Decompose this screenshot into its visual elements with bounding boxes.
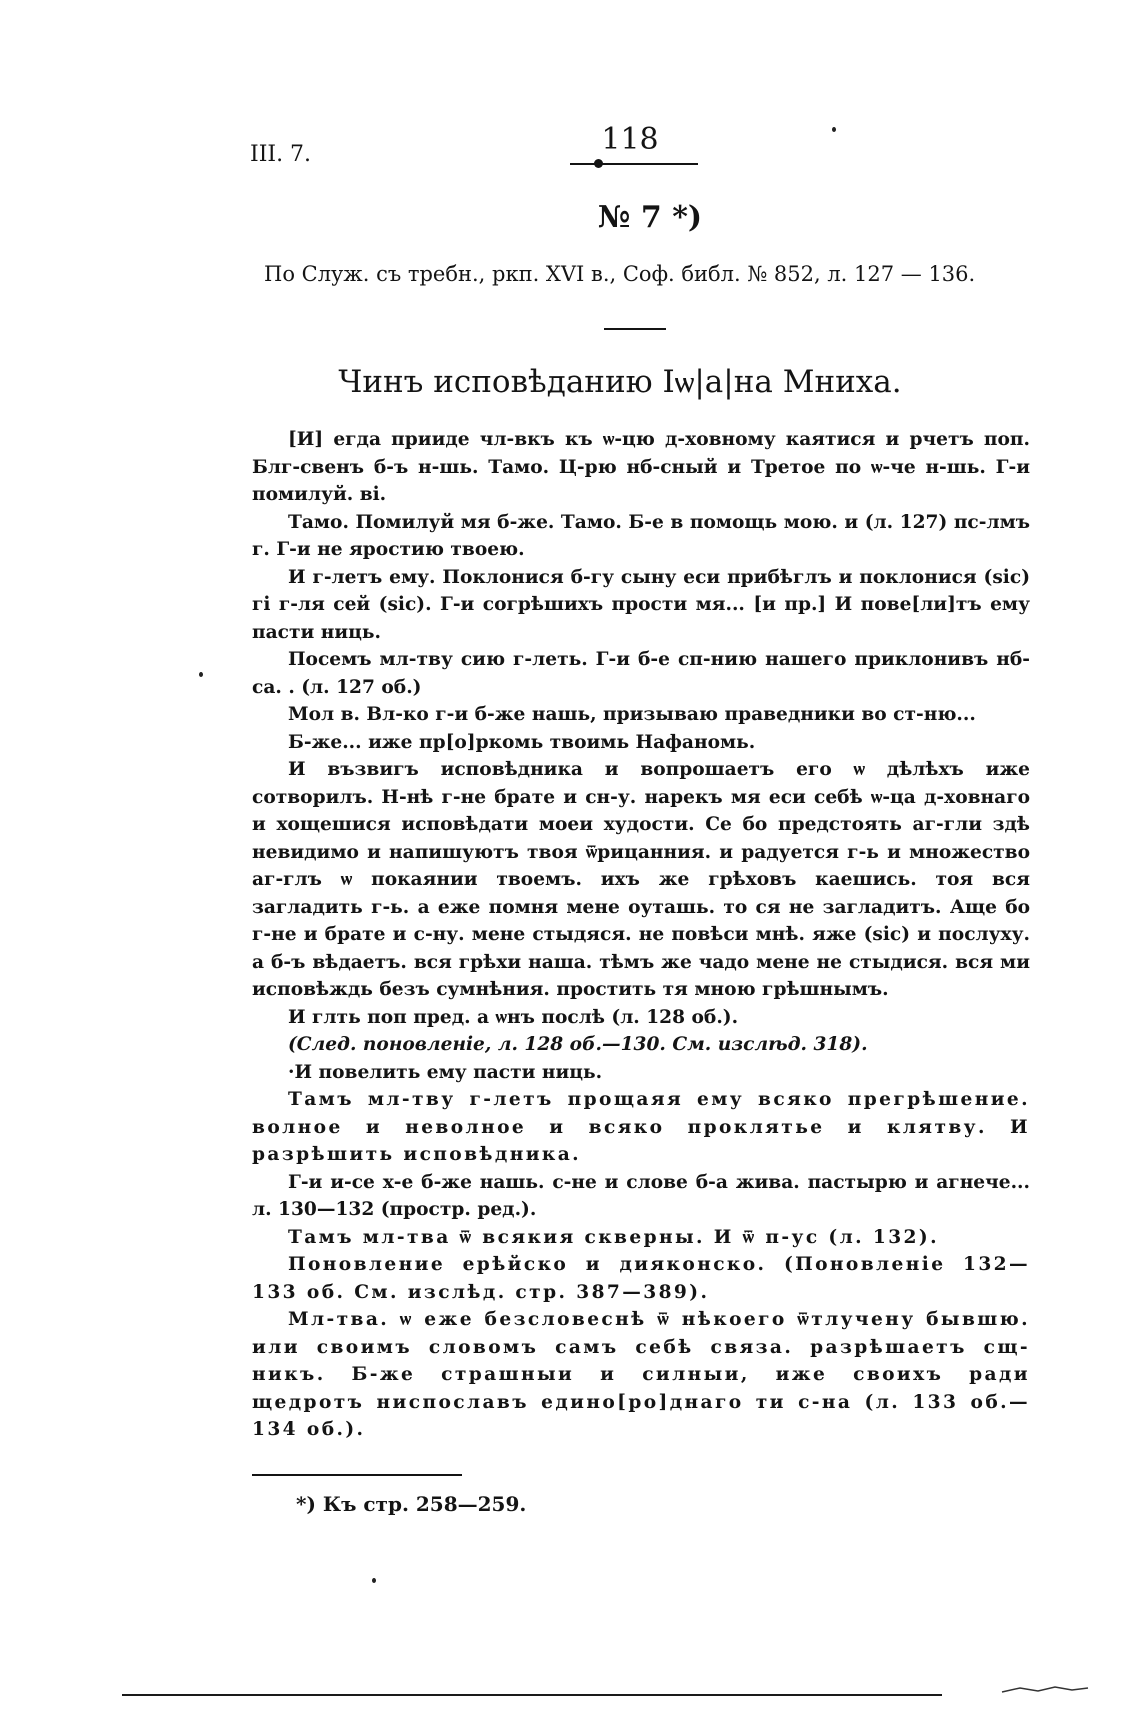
footnote: *) Къ стр. 258—259. bbox=[296, 1492, 527, 1516]
source-citation: По Служ. съ требн., ркп. XVI в., Соф. библ. № 852, л. 127 — 136. bbox=[264, 262, 976, 286]
paragraph: ·И повелить ему пасти ниць. bbox=[288, 1061, 603, 1083]
section-divider bbox=[604, 328, 666, 330]
print-speck bbox=[372, 1578, 376, 1583]
document-number: № 7 *) bbox=[597, 200, 703, 235]
paragraph: Г-и и-се х-е б-же нашь. с-не и слове б-а жива. пастырю и агнече... л. 130—132 (простр. ред.). bbox=[252, 1171, 1030, 1220]
page-number: 118 bbox=[601, 122, 659, 157]
scan-artifact bbox=[1000, 1684, 1090, 1694]
paragraph: Поновление ерѣйско и дияконско. (Поновленіе 132—133 об. См. изслѣд. стр. 387—389). bbox=[252, 1254, 1030, 1303]
paragraph: Тамо. Помилуй мя б-же. Тамо. Б-е в помощь мою. и (л. 127) пс-лмъ г. Г-и не яростию твоею. bbox=[252, 511, 1030, 560]
document-title: Чинъ исповѣданию Iѡ|а|на Мниха. bbox=[338, 364, 902, 400]
paragraph-reference bbox=[252, 1031, 1030, 1059]
paragraph: И възвигъ исповѣдника и вопрошаетъ его ѡ дѣлѣхъ иже сотворилъ. Н-нѣ г-не брате и сн-у. нарекъ мя еси себѣ ѡ-ца д-ховнаго и хощешися исповѣдати моеи худости. Се бо предстоять аг-гли здѣ невидимо и напишуютъ твоя ѿрицанния. и радуется г-ь и множество аг-глъ ѡ покаянии твоемъ. ихъ же грѣховъ каешись. тоя вся загладить г-ь. а еже помня мене оуташь. то ся не загладитъ. Аще бо г-не и брате и с-ну. мене стыдяся. не повѣси мнѣ. яже (sic) и послуху. а б-ъ вѣдаетъ. вся грѣхи наша. тѣмъ же чадо мене не стыдися. вся ми исповѣждь безъ сумнѣния. простить тя мною грѣшнымъ. bbox=[252, 759, 1030, 1000]
paragraph: [И] егда прииде чл-вкъ къ ѡ-цю д-ховному каятися и рчетъ поп. Блг-свенъ б-ъ н-шь. Тамо. Ц-рю нб-сный и Третое по ѡ-че н-шь. Г-и помилуй. ві. bbox=[252, 429, 1030, 505]
paragraph: И г-летъ ему. Поклонися б-гу сыну еси прибѣглъ и поклонися (sic) гі г-ля сей (sic). Г-и согрѣшихъ прости мя... [и пр.] И пове[ли]тъ ему пасти ниць. bbox=[252, 566, 1030, 643]
page-bottom-rule bbox=[122, 1694, 942, 1696]
paragraph: И глть поп пред. а ѡнъ послѣ (л. 128 об.). bbox=[288, 1006, 739, 1028]
paragraph: Мл-тва. ѡ еже безсловеснѣ ѿ нѣкоего ѿтлучену бывшю. или своимъ словомъ самъ себѣ связа. разрѣшаетъ сщ-никъ. Б-же страшныи и силныи, иже своихъ ради щедротъ ниспославъ едино[ро]днаго ти с-на (л. 133 об.—134 об.). bbox=[252, 1309, 1030, 1440]
signature-mark: III. 7. bbox=[250, 142, 312, 167]
page-number-ornament bbox=[594, 159, 603, 168]
print-speck bbox=[199, 672, 203, 677]
print-speck bbox=[832, 127, 836, 132]
page-number-rule bbox=[570, 163, 698, 165]
reference-note: (След. поновленіе, л. 128 об.—130. См. изслѣд. 318). bbox=[288, 1034, 868, 1055]
footnote-rule bbox=[252, 1474, 462, 1476]
paragraph: Посемъ мл-тву сию г-леть. Г-и б-е сп-нию нашего приклонивъ нб-са. . (л. 127 об.) bbox=[252, 649, 1030, 698]
paragraph: Тамъ мл-тву г-летъ прощаяя ему всяко прегрѣшение. волное и неволное и всяко проклятье и клятву. И разрѣшить исповѣдника. bbox=[252, 1089, 1030, 1165]
body-text bbox=[252, 426, 1030, 1444]
paragraph: Мол в. Вл-ко г-и б-же нашь, призываю праведники во ст-ню... bbox=[288, 704, 976, 725]
paragraph: Б-же... иже пр[о]ркомь твоимь Нафаномь. bbox=[288, 731, 756, 753]
paragraph: Тамъ мл-тва ѿ всякия скверны. И ѿ п-ус (л. 132). bbox=[288, 1226, 939, 1248]
